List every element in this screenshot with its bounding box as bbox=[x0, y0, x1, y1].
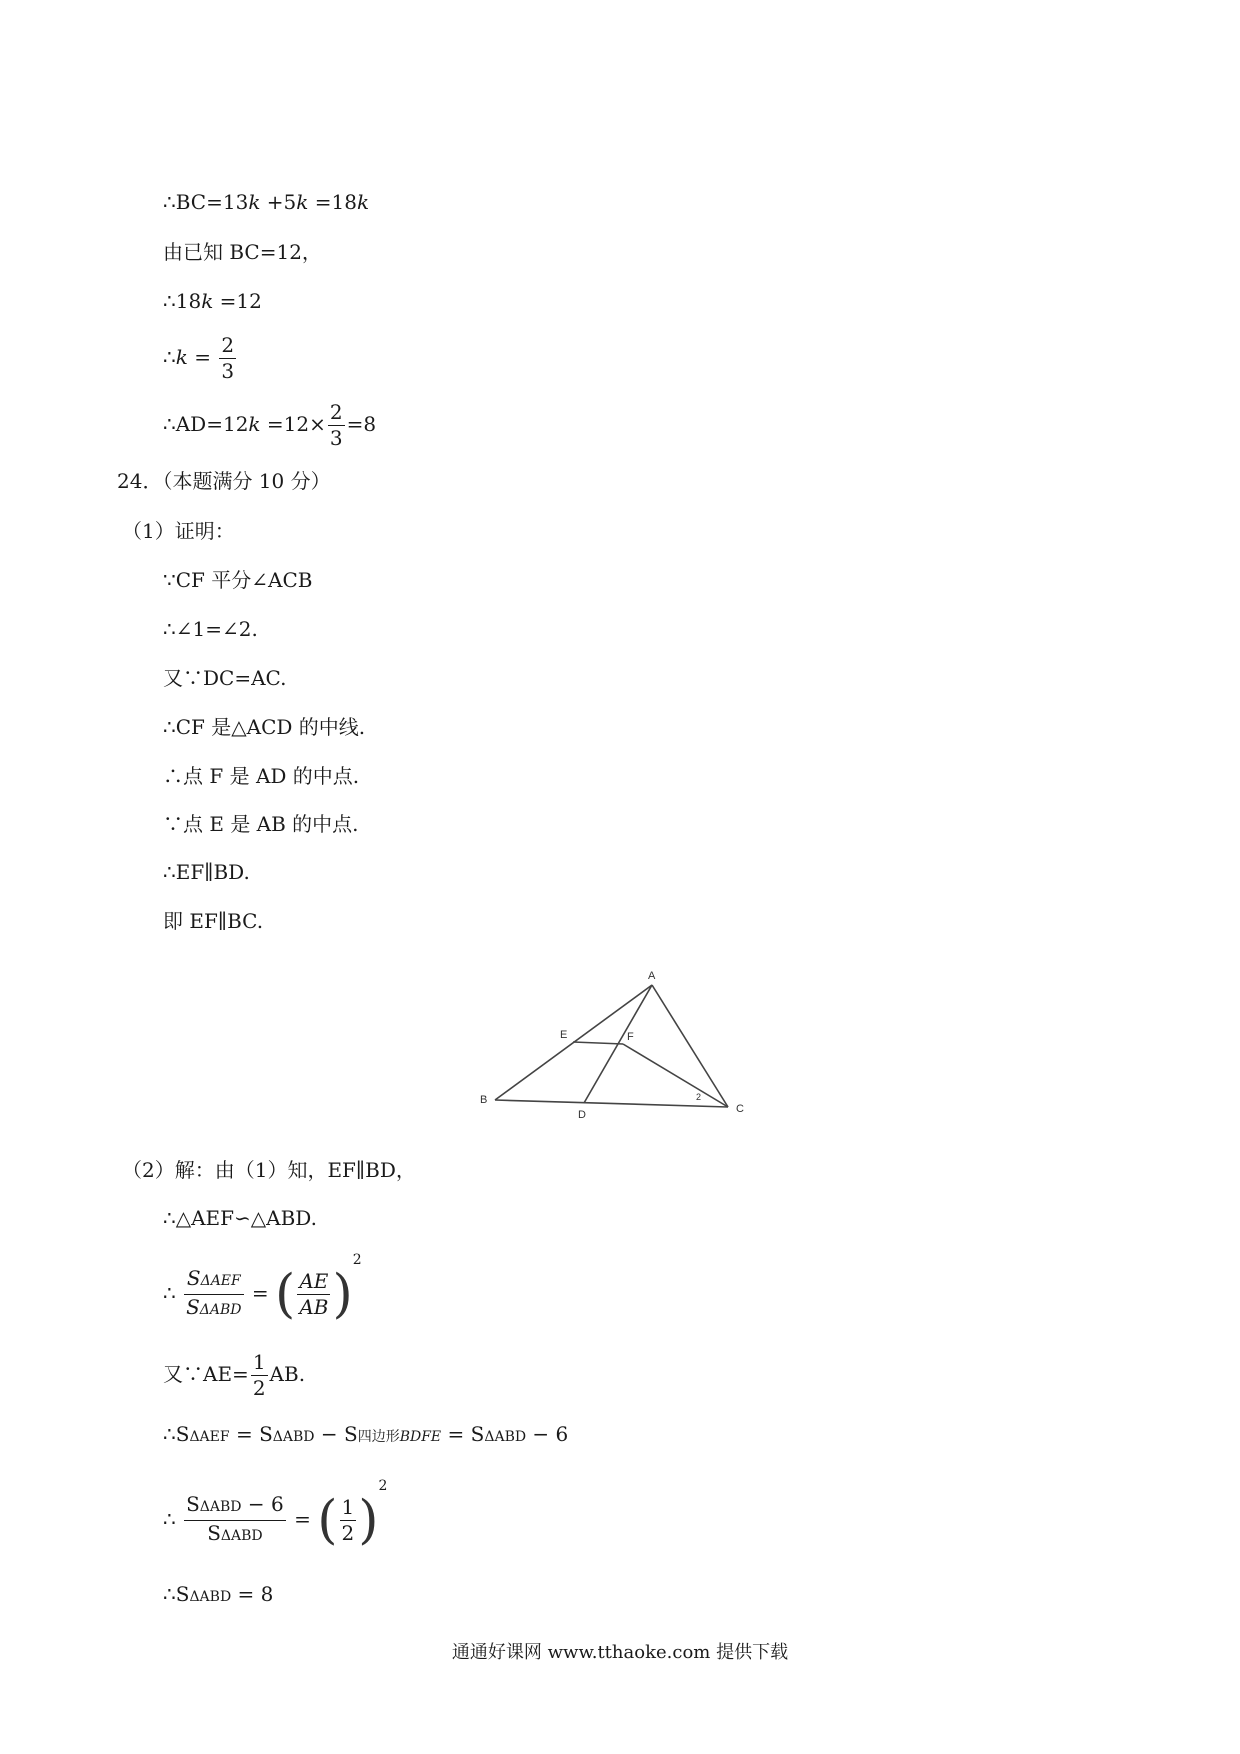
label-f: F bbox=[627, 1031, 634, 1043]
subscript: ΔAEF bbox=[189, 1429, 230, 1445]
proof-line: ∴EF∥BD. bbox=[163, 860, 250, 884]
solution-line: ∴△AEF∽△ABD. bbox=[163, 1206, 317, 1230]
left-paren: ( bbox=[317, 1490, 338, 1551]
equals: = bbox=[229, 1422, 260, 1446]
label-a: A bbox=[648, 970, 656, 982]
area-s: S bbox=[175, 1582, 190, 1606]
area-fraction bbox=[184, 1492, 286, 1549]
subscript: ΔABD bbox=[220, 1528, 263, 1544]
area-subtraction bbox=[163, 1422, 568, 1449]
part-2-heading: （2）解：由（1）知，EF∥BD， bbox=[122, 1158, 416, 1182]
left-paren: ( bbox=[275, 1264, 296, 1325]
therefore-symbol: ∴ bbox=[163, 190, 176, 214]
label-c: C bbox=[736, 1103, 744, 1115]
minus: − bbox=[314, 1422, 344, 1446]
text: +5 bbox=[260, 190, 297, 214]
therefore-symbol: ∴ bbox=[163, 1281, 176, 1305]
therefore-symbol: ∴ bbox=[163, 1582, 176, 1606]
label-angle-2: 2 bbox=[696, 1092, 702, 1102]
label-e: E bbox=[560, 1029, 568, 1041]
text: BC=13 bbox=[175, 190, 249, 214]
therefore-symbol: ∴ bbox=[163, 1422, 176, 1446]
subscript: ΔAEF bbox=[200, 1273, 241, 1289]
text: − 6 bbox=[241, 1492, 284, 1516]
line-k-value bbox=[163, 333, 238, 384]
var-k: k bbox=[201, 289, 214, 313]
proof-line: 又∵DC=AC. bbox=[163, 666, 287, 690]
right-paren: ) bbox=[358, 1490, 379, 1551]
subscript: BDFE bbox=[399, 1429, 442, 1445]
line-bc-expression bbox=[163, 190, 369, 214]
final-answer bbox=[163, 1582, 273, 1609]
line-ad-value bbox=[163, 400, 376, 451]
line-given-bc: 由已知 BC=12， bbox=[163, 240, 322, 264]
numerator: 2 bbox=[221, 333, 235, 357]
subscript: ΔABD bbox=[199, 1302, 242, 1318]
equals: = bbox=[441, 1422, 471, 1446]
therefore-symbol: ∴ bbox=[163, 1507, 176, 1531]
ratio-fraction bbox=[297, 1269, 330, 1320]
area-s: S bbox=[186, 1266, 201, 1290]
fraction bbox=[251, 1350, 268, 1401]
subscript: ΔABD bbox=[272, 1429, 315, 1445]
proof-line: ∴点 F 是 AD 的中点. bbox=[163, 764, 360, 788]
area-s: S bbox=[207, 1521, 221, 1545]
var-k: k bbox=[356, 190, 370, 214]
subscript: ΔABD bbox=[484, 1429, 527, 1445]
proof-line: ∴CF 是△ACD 的中线. bbox=[163, 715, 366, 739]
text: − 6 bbox=[526, 1422, 569, 1446]
denominator: AB bbox=[299, 1295, 329, 1319]
text: =8 bbox=[346, 412, 377, 436]
area-s: S bbox=[344, 1422, 358, 1446]
exponent: 2 bbox=[352, 1252, 362, 1268]
equals: = bbox=[187, 345, 218, 369]
part-1-heading: （1）证明： bbox=[122, 519, 235, 543]
numerator bbox=[184, 1266, 243, 1295]
var-k: k bbox=[248, 412, 261, 436]
equals: = bbox=[287, 1507, 318, 1531]
label-d: D bbox=[578, 1109, 586, 1121]
subscript: 四边形 bbox=[357, 1429, 400, 1445]
question-24-header: 24．（本题满分 10 分） bbox=[117, 469, 331, 493]
label-b: B bbox=[480, 1094, 488, 1106]
segment-bc bbox=[495, 1100, 728, 1107]
fraction bbox=[328, 400, 345, 451]
therefore-symbol: ∴ bbox=[163, 289, 176, 313]
var-k: k bbox=[296, 190, 309, 214]
var-k: k bbox=[175, 345, 188, 369]
ae-half-ab bbox=[163, 1350, 305, 1401]
area-s: S bbox=[259, 1422, 273, 1446]
therefore-symbol: ∴ bbox=[163, 345, 176, 369]
segment-ef bbox=[573, 1042, 623, 1044]
numerator: 2 bbox=[329, 400, 343, 424]
segment-ac bbox=[652, 985, 728, 1107]
denominator bbox=[184, 1295, 243, 1323]
denominator bbox=[184, 1521, 286, 1549]
area-equation bbox=[163, 1478, 388, 1551]
area-s: S bbox=[186, 1492, 200, 1516]
text: AB. bbox=[269, 1362, 306, 1386]
text: =18 bbox=[308, 190, 357, 214]
exponent: 2 bbox=[378, 1478, 388, 1494]
equals: = bbox=[245, 1281, 276, 1305]
text: = 8 bbox=[231, 1582, 274, 1606]
segment-cf bbox=[623, 1044, 728, 1107]
text: 18 bbox=[175, 289, 202, 313]
var-k: k bbox=[248, 190, 261, 214]
numerator: 1 bbox=[252, 1350, 266, 1374]
numerator bbox=[184, 1492, 286, 1521]
triangle-figure bbox=[460, 950, 780, 1135]
area-s: S bbox=[175, 1422, 190, 1446]
proof-line: 即 EF∥BC. bbox=[163, 909, 264, 933]
proof-line: ∵CF 平分∠ACB bbox=[163, 568, 313, 592]
numerator: AE bbox=[297, 1269, 330, 1295]
proof-line: ∵点 E 是 AB 的中点. bbox=[163, 812, 359, 836]
denominator: 2 bbox=[341, 1521, 355, 1545]
denominator: 3 bbox=[221, 359, 235, 383]
denominator: 3 bbox=[329, 426, 343, 450]
line-18k bbox=[163, 289, 262, 313]
denominator: 2 bbox=[252, 1376, 266, 1400]
text: AD=12 bbox=[175, 412, 249, 436]
text: =12× bbox=[260, 412, 326, 436]
subscript: ΔABD bbox=[199, 1499, 242, 1515]
area-s: S bbox=[186, 1295, 200, 1319]
area-ratio-equation bbox=[163, 1252, 362, 1325]
area-s: S bbox=[470, 1422, 485, 1446]
area-fraction bbox=[184, 1266, 243, 1323]
fraction bbox=[219, 333, 236, 384]
right-paren: ) bbox=[332, 1264, 353, 1325]
proof-line: ∴∠1=∠2. bbox=[163, 617, 258, 641]
text: =12 bbox=[213, 289, 262, 313]
text: 又∵AE= bbox=[163, 1362, 249, 1386]
numerator: 1 bbox=[341, 1495, 355, 1519]
ratio-fraction bbox=[340, 1495, 357, 1546]
therefore-symbol: ∴ bbox=[163, 412, 176, 436]
subscript: ΔABD bbox=[189, 1589, 232, 1605]
page-footer: 通通好课网 www.tthaoke.com 提供下载 bbox=[451, 1642, 789, 1663]
